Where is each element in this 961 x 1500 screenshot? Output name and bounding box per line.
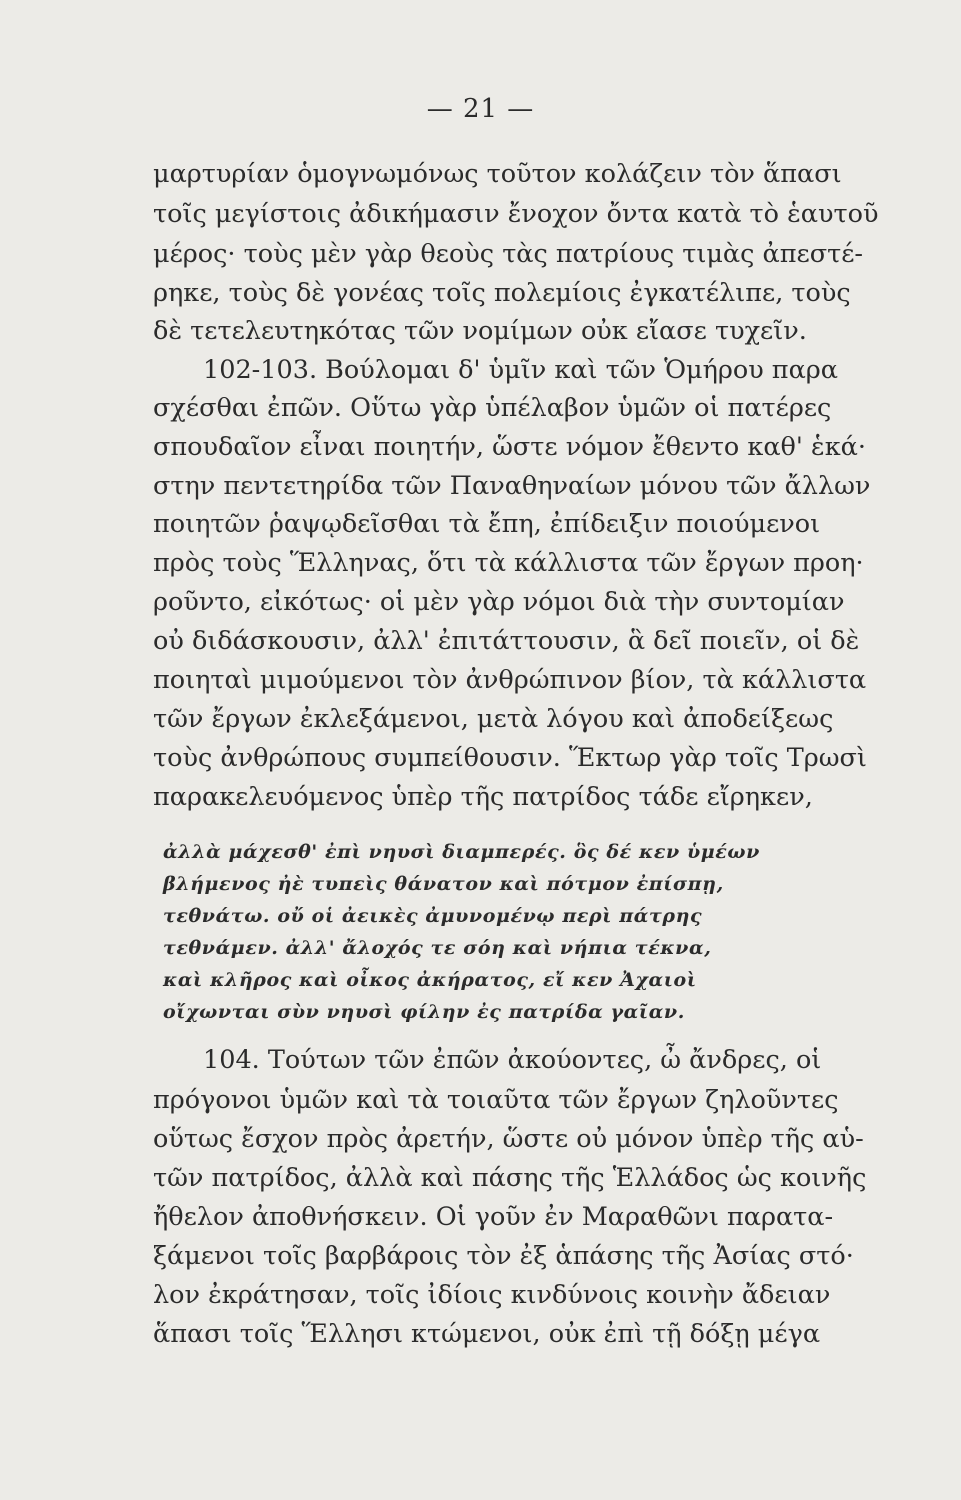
section-heading-104: 104. Τούτων τῶν ἐπῶν ἀκούοντες, ὦ ἄνδρες, οἱ: [203, 1045, 822, 1075]
text-line: δὲ τετελευτηκότας τῶν νομίμων οὐκ εἴασε τυχεῖν.: [153, 316, 807, 346]
text-line: μαρτυρίαν ὁμογνωμόνως τοῦτον κολάζειν τὸν ἅπασι: [153, 159, 842, 189]
verse-line: τεθνάτω. οὔ οἱ ἀεικὲς ἀμυνομένῳ περὶ πάτρης: [163, 905, 703, 927]
text-line: μέρος· τοὺς μὲν γὰρ θεοὺς τὰς πατρίους τιμὰς ἀπεστέ-: [153, 239, 864, 269]
text-line: τοῖς μεγίστοις ἀδικήμασιν ἔνοχον ὄντα κατὰ τὸ ἑαυτοῦ: [153, 199, 879, 229]
page-number: — 21 —: [426, 94, 535, 124]
text-line: παρακελευόμενος ὑπὲρ τῆς πατρίδος τάδε εἴρηκεν,: [153, 782, 813, 812]
text-line: ξάμενοι τοῖς βαρβάροις τὸν ἐξ ἁπάσης τῆς Ἀσίας στό·: [153, 1241, 854, 1271]
text-line: ποιηταὶ μιμούμενοι τὸν ἀνθρώπινον βίον, τὰ κάλλιστα: [153, 665, 867, 695]
verse-line: οἴχωνται σὺν νηυσὶ φίλην ἐς πατρίδα γαῖαν.: [163, 1001, 685, 1023]
text-line: τῶν ἔργων ἐκλεξάμενοι, μετὰ λόγου καὶ ἀποδείξεως: [153, 704, 834, 734]
text-line: οὕτως ἔσχον πρὸς ἀρετήν, ὥστε οὐ μόνον ὑπὲρ τῆς αὑ-: [153, 1124, 864, 1154]
text-line: ποιητῶν ῥαψῳδεῖσθαι τὰ ἔπη, ἐπίδειξιν ποιούμενοι: [153, 509, 821, 539]
text-line: στην πεντετηρίδα τῶν Παναθηναίων μόνου τῶν ἄλλων: [153, 471, 871, 501]
text-line: τοὺς ἀνθρώπους συμπείθουσιν. Ἕκτωρ γὰρ τοῖς Τρωσὶ: [153, 743, 867, 773]
text-line: οὐ διδάσκουσιν, ἀλλ' ἐπιτάττουσιν, ἃ δεῖ ποιεῖν, οἱ δὲ: [153, 626, 860, 656]
text-line: πρὸς τοὺς Ἕλληνας, ὅτι τὰ κάλλιστα τῶν ἔργων προη·: [153, 548, 864, 578]
section-heading-102-103: 102-103. Βούλομαι δ' ὑμῖν καὶ τῶν Ὁμήρου παρα: [203, 355, 838, 385]
verse-line: βλήμενος ἠὲ τυπεὶς θάνατον καὶ πότμον ἐπίσπῃ,: [163, 873, 724, 895]
text-line: πρόγονοι ὑμῶν καὶ τὰ τοιαῦτα τῶν ἔργων ζηλοῦντες: [153, 1085, 839, 1115]
text-line: ἅπασι τοῖς Ἕλλησι κτώμενοι, οὐκ ἐπὶ τῇ δόξῃ μέγα: [153, 1319, 821, 1349]
verse-line: καὶ κλῆρος καὶ οἶκος ἀκήρατος, εἴ κεν Ἀχαιοὶ: [163, 969, 697, 991]
verse-line: ἀλλὰ μάχεσθ' ἐπὶ νηυσὶ διαμπερές. ὃς δέ κεν ὑμέων: [163, 841, 760, 863]
text-line: σχέσθαι ἐπῶν. Οὕτω γὰρ ὑπέλαβον ὑμῶν οἱ πατέρες: [153, 393, 832, 423]
verse-line: τεθνάμεν. ἀλλ' ἄλοχός τε σόη καὶ νήπια τέκνα,: [163, 937, 712, 959]
text-line: ρηκε, τοὺς δὲ γονέας τοῖς πολεμίοις ἐγκατέλιπε, τοὺς: [153, 278, 851, 308]
text-line: ροῦντο, εἰκότως· οἱ μὲν γὰρ νόμοι διὰ τὴν συντομίαν: [153, 587, 845, 617]
text-line: λον ἐκράτησαν, τοῖς ἰδίοις κινδύνοις κοινὴν ἄδειαν: [153, 1280, 831, 1310]
text-line: τῶν πατρίδος, ἀλλὰ καὶ πάσης τῆς Ἑλλάδος ὡς κοινῆς: [153, 1163, 867, 1193]
text-line: σπουδαῖον εἶναι ποιητήν, ὥστε νόμον ἔθεντο καθ' ἑκά·: [153, 432, 866, 462]
text-line: ἤθελον ἀποθνήσκειν. Οἱ γοῦν ἐν Μαραθῶνι παρατα-: [153, 1202, 834, 1232]
